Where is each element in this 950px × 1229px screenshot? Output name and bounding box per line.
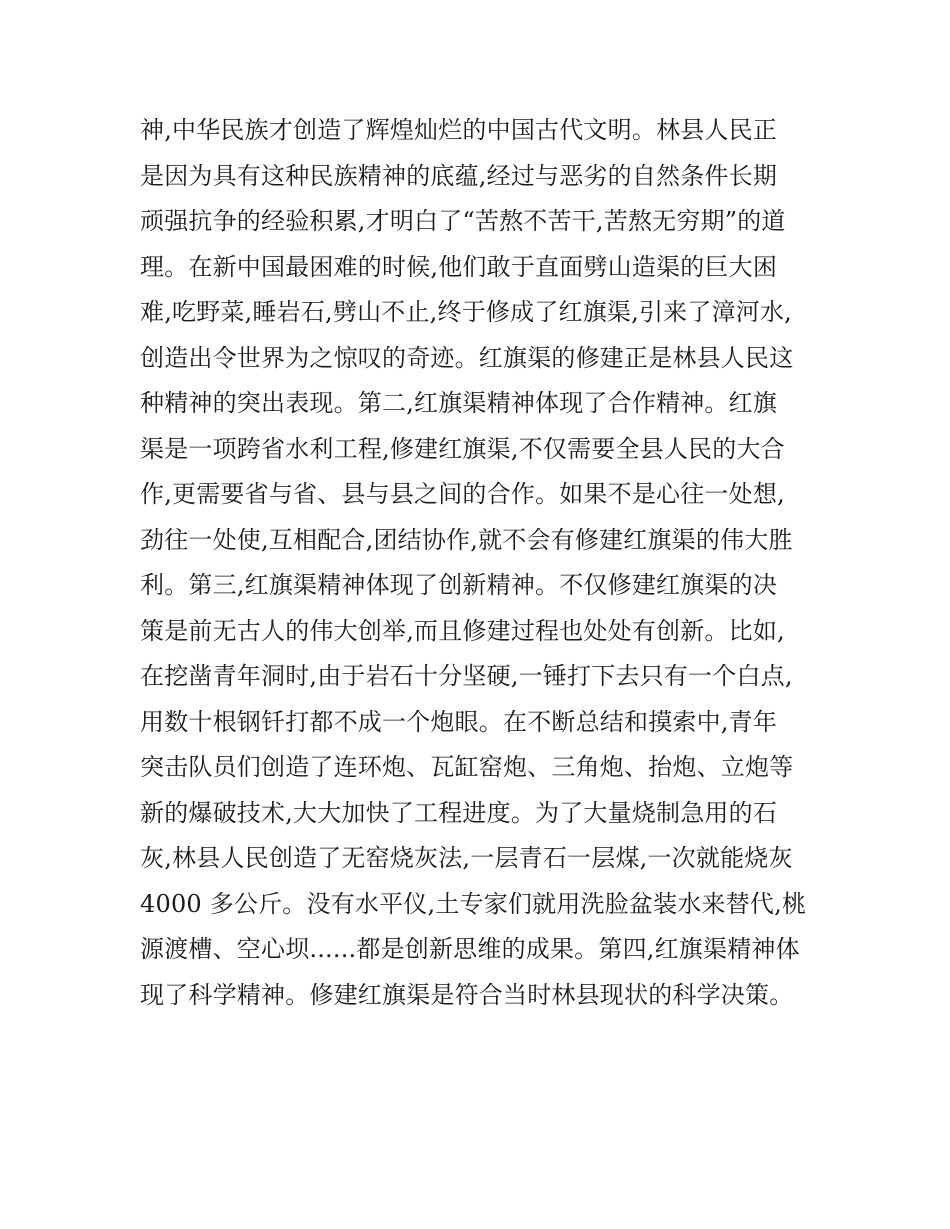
text-line: 是因为具有这种民族精神的底蕴,经过与恶劣的自然条件长期 (140, 161, 778, 190)
text-line: 劲往一处使,互相配合,团结协作,就不会有修建红旗渠的伟大胜 (140, 525, 793, 554)
text-line: 4000 多公斤。没有水平仪,土专家们就用洗脸盆装水来替代,桃 (140, 889, 807, 918)
text-line: 顽强抗争的经验积累,才明白了“苦熬不苦干,苦熬无穷期”的道 (140, 207, 786, 235)
text-line: 在挖凿青年洞时,由于岩石十分坚硬,一锤打下去只有一个白点, (140, 662, 793, 690)
text-line: 突击队员们创造了连环炮、瓦缸窑炮、三角炮、抬炮、立炮等 (140, 753, 794, 781)
text-line: 神,中华民族才创造了辉煌灿烂的中国古代文明。林县人民正 (140, 116, 778, 144)
text-line: 利。第三,红旗渠精神体现了创新精神。不仅修建红旗渠的决 (140, 571, 778, 599)
text-line: 种精神的突出表现。第二,红旗渠精神体现了合作精神。红旗 (140, 389, 778, 417)
body-text (140, 108, 820, 1018)
text-line: 难,吃野菜,睡岩石,劈山不止,终于修成了红旗渠,引来了漳河水, (140, 298, 792, 326)
text-line: 理。在新中国最困难的时候,他们敢于直面劈山造渠的巨大困 (140, 252, 778, 281)
text-line: 灰,林县人民创造了无窑烧灰法,一层青石一层煤,一次就能烧灰 (140, 844, 793, 872)
text-line: 创造出令世界为之惊叹的奇迹。红旗渠的修建正是林县人民这 (140, 343, 794, 372)
text-line: 渠是一项跨省水利工程,修建红旗渠,不仅需要全县人民的大合 (140, 434, 785, 463)
text-line: 作,更需要省与省、县与县之间的合作。如果不是心往一处想, (140, 480, 785, 508)
text-line: 策是前无古人的伟大创举,而且修建过程也处处有创新。比如, (140, 616, 785, 645)
text-line: 源渡槽、空心坝......都是创新思维的成果。第四,红旗渠精神体 (140, 935, 800, 963)
text-line: 现了科学精神。修建红旗渠是符合当时林县现状的科学决策。 (140, 980, 794, 1009)
text-line: 新的爆破技术,大大加快了工程进度。为了大量烧制急用的石 (140, 798, 778, 827)
text-line: 用数十根钢钎打都不成一个炮眼。在不断总结和摸索中,青年 (140, 707, 778, 736)
